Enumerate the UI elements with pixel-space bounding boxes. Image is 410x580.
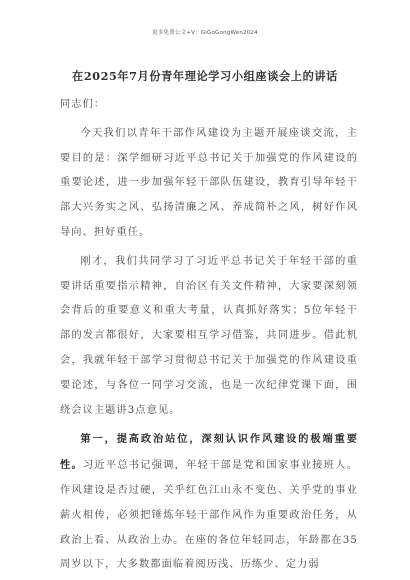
salutation: 同志们： — [60, 99, 106, 110]
section-1-text: 习近平总书记强调，年轻干部是党和国家事业接班人。作风建设是否过硬，关乎红色江山永不变色、关乎党的事业薪火相传，必须把锤炼年轻干部作风作为重要政治任务，从政治上看、从政治上办。在座的各位年轻同志，年龄都在35周岁以下，大多数都面临着阅历浅、历练少、定力弱 — [60, 460, 358, 571]
section-1 — [60, 427, 358, 578]
section-1-heading: 第一，提高政治站位，深刻认识作风建设的极端重要性。 — [60, 433, 358, 472]
header-note: 更多免费公文+V：GiGoGongWen2024 — [152, 30, 258, 36]
paragraph-2: 刚才，我们共同学习了习近平总书记关于年轻干部的重要讲话重要指示精神，自治区有关文件精神，大家要深刻领会背后的重要意义和重大考量，认真抓好落实；5位年轻干部的发言都很好，大家要相互学习借鉴，共同进步。借此机会，我就年轻干部学习贯彻总书记关于加强党的作风建设重要论述，与各位一同学习交流，也是一次纪律党课下面，围绕会议主题讲3点意见。 — [60, 255, 358, 416]
document-body — [60, 93, 358, 578]
page-title: 在2025年7月份青年理论学习小组座谈会上的讲话 — [72, 69, 338, 83]
paragraph-1: 今天我们以青年干部作风建设为主题开展座谈交流，主要目的是：深学细研习近平总书记关于加强党的作风建设的重要论述，进一步加强年轻干部队伍建设，教育引导年轻干部大兴务实之风、弘扬清廉之风、养成简朴之风，树好作风导向、担好重任。 — [60, 127, 358, 238]
